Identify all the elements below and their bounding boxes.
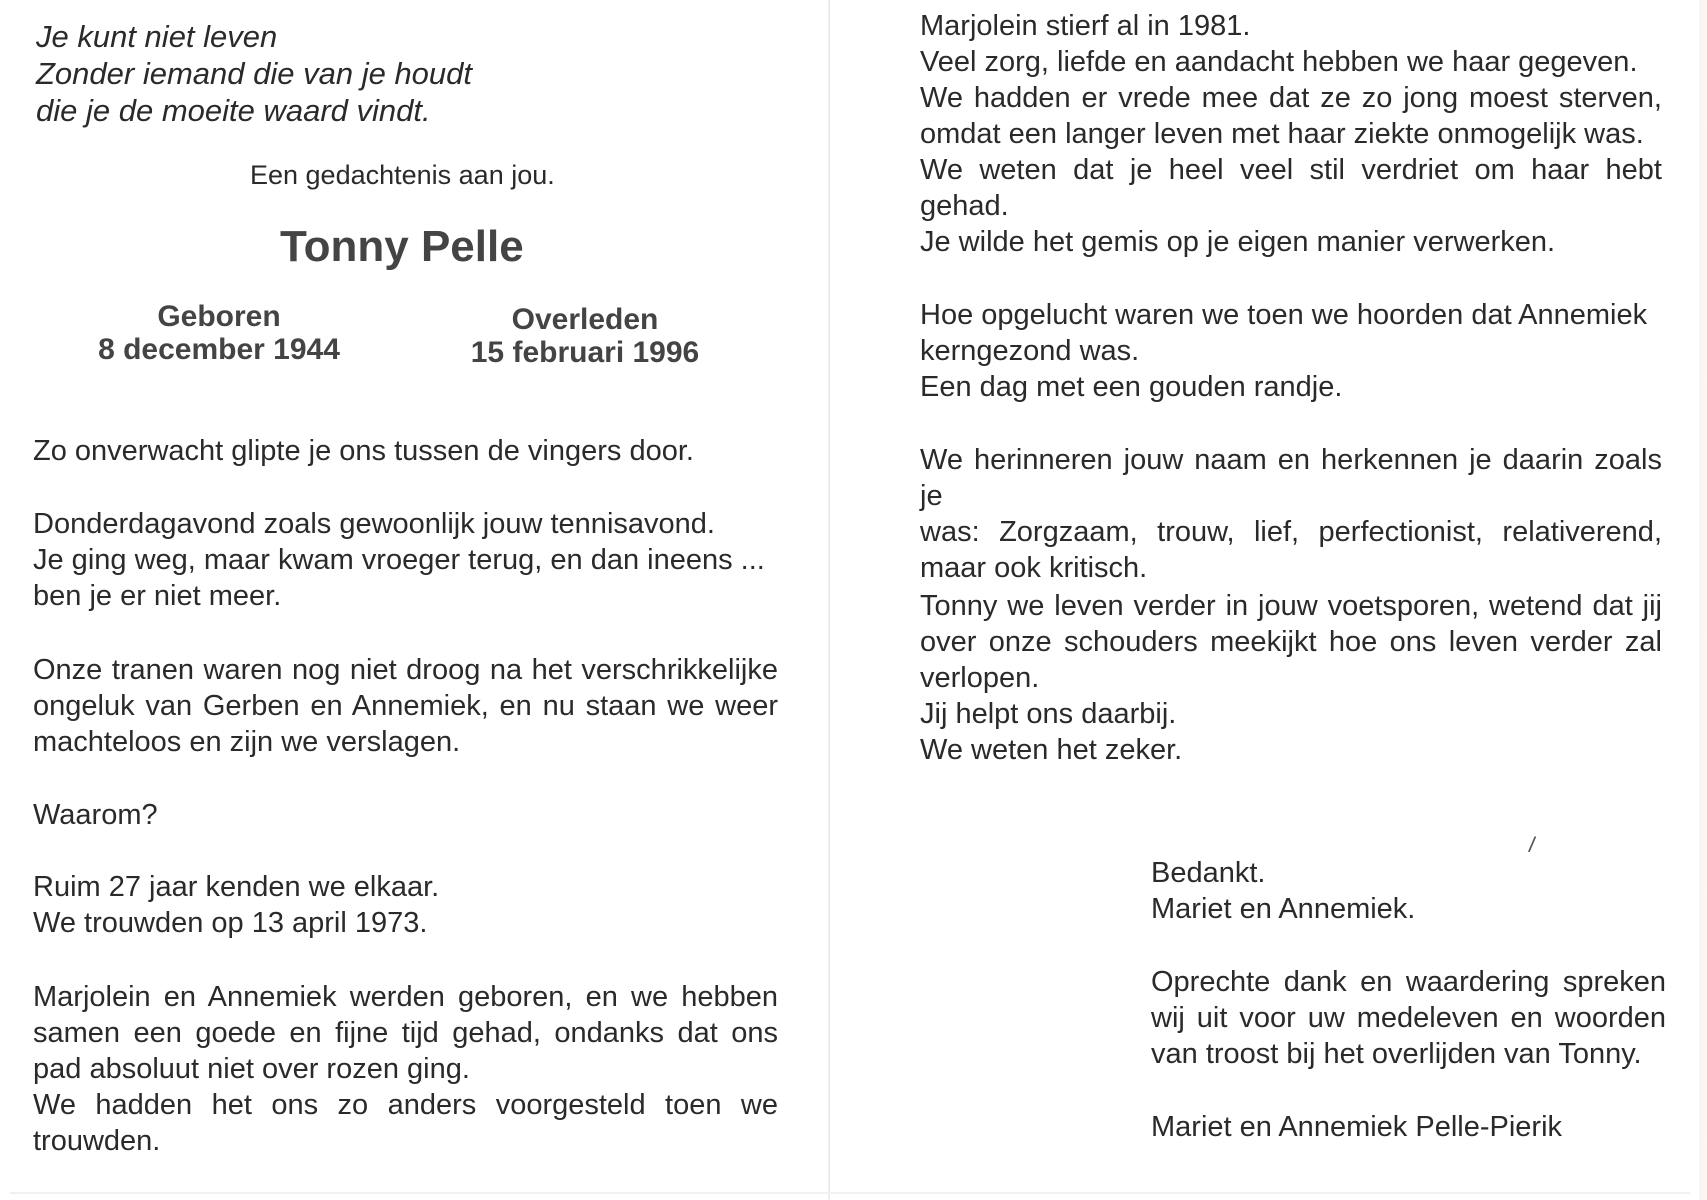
paragraph	[33, 979, 778, 1159]
verse-line: die je de moeite waard vindt.	[36, 93, 431, 128]
text-line: trouwden.	[33, 1125, 161, 1157]
text-line: We weten dat je heel veel stil verdriet om haar hebt	[920, 154, 1662, 186]
pen-mark: /	[1527, 831, 1537, 858]
signature	[1151, 1109, 1666, 1145]
birth-info	[84, 300, 354, 366]
text-line: We weten het zeker.	[920, 734, 1183, 766]
text-line: ben je er niet meer.	[33, 580, 282, 612]
text-line: over onze schouders meekijkt hoe ons leven verder zal	[920, 626, 1662, 658]
text-line: We herinneren jouw naam en herkennen je daarin zoals je	[920, 444, 1662, 512]
text-line: Zo onverwacht glipte je ons tussen de vingers door.	[33, 435, 694, 467]
paragraph	[33, 433, 778, 469]
text-line: We hadden er vrede mee dat ze zo jong moest sterven,	[920, 82, 1662, 114]
text-line: ongeluk van Gerben en Annemiek, en nu staan we weer	[33, 690, 778, 722]
text-line: pad absoluut niet over rozen ging.	[33, 1053, 470, 1085]
text-line: Marjolein en Annemiek werden geboren, en we hebben	[33, 981, 778, 1013]
text-line: verlopen.	[920, 662, 1040, 694]
text-line: Je ging weg, maar kwam vroeger terug, en dan ineens ...	[33, 544, 765, 576]
text-line: Hoe opgelucht waren we toen we hoorden dat Annemiek	[920, 299, 1648, 331]
text-line: gehad.	[920, 190, 1009, 222]
acknowledgement	[1151, 964, 1666, 1072]
text-line: machteloos en zijn we verslagen.	[33, 726, 461, 758]
paragraph	[920, 8, 1662, 260]
text-line: Ruim 27 jaar kenden we elkaar.	[33, 871, 440, 903]
text-line: Tonny we leven verder in jouw voetsporen, wetend dat jij	[920, 590, 1662, 622]
text-line: Marjolein stierf al in 1981.	[920, 10, 1251, 42]
thanks-from: Mariet en Annemiek.	[1151, 893, 1416, 925]
opening-verse	[36, 18, 472, 129]
bottom-edge	[10, 1192, 1690, 1194]
text-line: Onze tranen waren nog niet droog na het verschrikkelijke	[33, 654, 778, 686]
text-line: Je wilde het gemis op je eigen manier verwerken.	[920, 226, 1556, 258]
death-label: Overleden	[511, 303, 659, 336]
paragraph	[33, 652, 778, 760]
text-line: omdat een langer leven met haar ziekte onmogelijk was.	[920, 118, 1644, 150]
paragraph	[920, 588, 1662, 768]
text-line: Donderdagavond zoals gewoonlijk jouw tennisavond.	[33, 508, 715, 540]
text-line: Veel zorg, liefde en aandacht hebben we haar gegeven.	[920, 46, 1638, 78]
text-line: was: Zorgzaam, trouw, lief, perfectionist, relativerend,	[920, 516, 1662, 548]
verse-line: Je kunt niet leven	[36, 19, 278, 54]
text-line: van troost bij het overlijden van Tonny.	[1151, 1038, 1642, 1070]
signature-text: Mariet en Annemiek Pelle-Pierik	[1151, 1111, 1563, 1143]
text-line: We trouwden op 13 april 1973.	[33, 907, 428, 939]
text-line: maar ook kritisch.	[920, 552, 1148, 584]
paragraph	[33, 797, 778, 833]
text-line: Oprechte dank en waardering spreken	[1151, 966, 1666, 998]
birth-label: Geboren	[157, 300, 281, 333]
paragraph	[920, 442, 1662, 586]
left-page	[0, 0, 830, 1200]
text-line: wij uit voor uw medeleven en woorden	[1151, 1002, 1666, 1034]
text-line: Jij helpt ons daarbij.	[920, 698, 1177, 730]
deceased-name: Tonny Pelle	[280, 222, 524, 271]
verse-line: Zonder iemand die van je houdt	[36, 56, 473, 91]
thanks-text: Bedankt.	[1151, 857, 1266, 889]
birth-date: 8 december 1944	[98, 333, 340, 366]
memorial-intro: Een gedachtenis aan jou.	[250, 160, 555, 190]
text-line: kerngezond was.	[920, 335, 1140, 367]
text-line: Een dag met een gouden randje.	[920, 371, 1343, 403]
paragraph	[33, 869, 778, 941]
death-date: 15 februari 1996	[470, 336, 700, 369]
death-info	[460, 303, 710, 369]
paragraph	[920, 297, 1662, 405]
text-line: We hadden het ons zo anders voorgesteld toen we	[33, 1089, 778, 1121]
signoff	[1151, 855, 1666, 927]
text-line: samen een goede en fijne tijd gehad, ondanks dat ons	[33, 1017, 778, 1049]
card-edge	[1699, 0, 1707, 1200]
text-line: Waarom?	[33, 799, 158, 831]
paragraph	[33, 506, 778, 614]
